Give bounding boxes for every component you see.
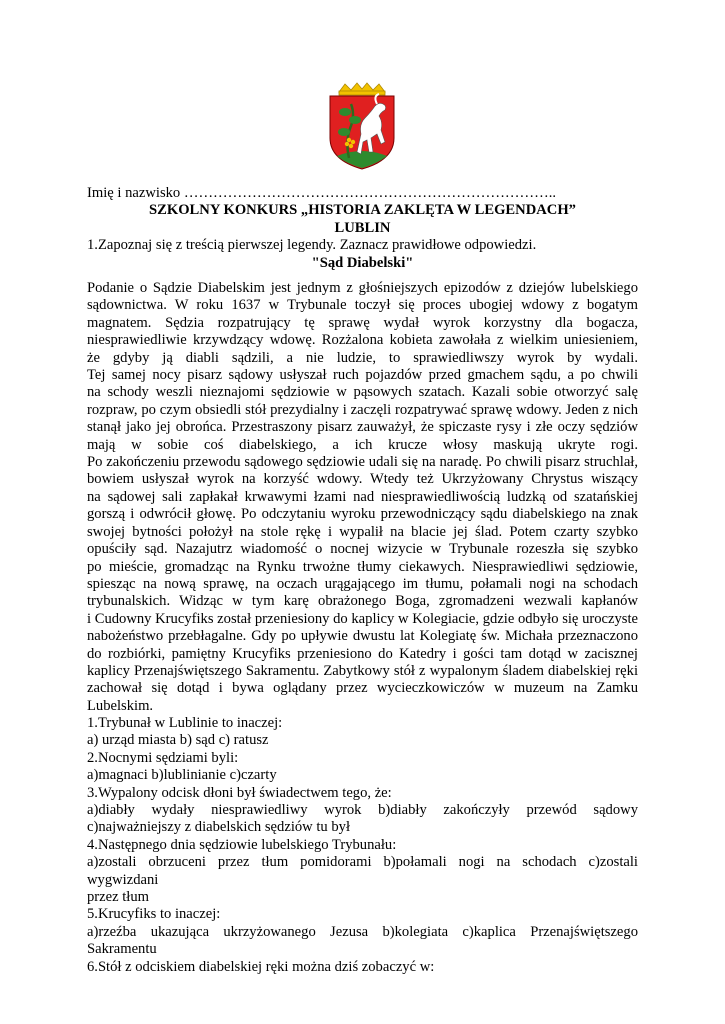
story-line: spiesząc na nową sprawę, na oczach urągającego im tłumu, połamali nogi na schodach — [87, 575, 638, 592]
story-line: Lubelskim. — [87, 697, 154, 714]
story-line: po mieście, gromadząc na Rynku trwożne tłumy ciekawych. Niesprawiedliwi sędziowie, — [87, 558, 638, 575]
answers-5-cont: Sakramentu — [87, 941, 157, 958]
story-line: niesprawiedliwie krzywdzący wdowę. Rozżalona kobieta zawołała z wielkim uniesieniem, — [87, 332, 638, 349]
question-4: 4.Następnego dnia sędziowie lubelskiego Trybunału: — [87, 836, 397, 853]
lublin-coat-of-arms-icon — [327, 82, 397, 170]
answers-1: a) urząd miasta b) sąd c) ratusz — [87, 732, 269, 749]
story-line: i Cudowny Krucyfiks został przeniesiony do kaplicy w Kolegiacie, gdzie odbyło się uroczyste — [87, 610, 638, 627]
story-line: że gdyby ją diabli sądzili, a nie ludzie, to sprawiedliwszy wyrok by wydali. — [87, 349, 638, 366]
story-line: Podanie o Sądzie Diabelskim jest jednym z głośniejszych epizodów z dziejów lubelskiego — [87, 280, 638, 296]
contest-city: LUBLIN — [334, 219, 391, 236]
story-line: Po zakończeniu przewodu sądowego sędziowie udali się na naradę. Po chwili pisarz struchlał, — [87, 454, 638, 471]
question-3: 3.Wypalony odcisk dłoni był świadectwem tego, że: — [87, 784, 392, 801]
story-line: magnatem. Sędzia rozpatrujący tę sprawę wydał wyrok korzystny dla bogacza, — [87, 314, 638, 331]
story-line: nabożeństwo przebłagalne. Gdy po upływie dwustu lat Kolegiatę św. Michała przeznaczono — [87, 628, 638, 645]
answers-3-cont: c)najważniejszy z diabelskich sędziów tu był — [87, 819, 351, 836]
answers-4: a)zostali obrzuceni przez tłum pomidorami b)połamali nogi na schodach c)zostali wygwizdani — [87, 854, 638, 888]
legend-title: "Sąd Diabelski" — [311, 254, 414, 271]
answers-5: a)rzeźba ukazująca ukrzyżowanego Jezusa b)kolegiata c)kaplica Przenajświętszego — [87, 923, 638, 940]
story-line: na schody weszli nieznajomi sędziowie w pąsowych szatach. Kazali sobie otworzyć salę — [87, 384, 638, 401]
question-5: 5.Krucyfiks to inaczej: — [87, 906, 221, 923]
story-paragraph — [87, 280, 638, 715]
header-section — [87, 185, 638, 272]
story-line: swojej bytności położył na stole rękę i wypalił na blacie jej ślad. Potem czarty szybko — [87, 523, 638, 540]
contest-title: SZKOLNY KONKURS „HISTORIA ZAKLĘTA W LEGENDACH” — [149, 202, 576, 219]
question-2: 2.Nocnymi sędziami byli: — [87, 749, 239, 766]
story-line: mają w sobie coś diabelskiego, a ich krucze włosy maskują ukryte rogi. — [87, 436, 638, 453]
story-line: opuściły sąd. Nazajutrz wiadomość o nocnej wizycie w Trybunale rozeszła się szybko — [87, 541, 638, 558]
question-6: 6.Stół z odciskiem diabelskiej ręki można dziś zobaczyć w: — [87, 958, 435, 975]
story-line: zachował się dotąd i bywa oglądany przez wycieczkowiczów w muzeum na Zamku — [87, 680, 638, 697]
instruction-text: 1.Zapoznaj się z treścią pierwszej legendy. Zaznacz prawidłowe odpowiedzi. — [87, 237, 537, 254]
story-line: gorszą i odwrócił głowę. Po odczytaniu wyroku przewodniczący sądu diabelskiego na znak — [87, 506, 638, 523]
questions-section — [87, 715, 638, 976]
story-line: kaplicy Przenajświętszego Sakramentu. Zabytkowy stół z wypalonym śladem diabelskiej ręki — [87, 662, 638, 679]
story-line: Tej samej nocy pisarz sądowy usłyszał ruch pojazdów przed gmachem sądu, a po chwili — [87, 367, 638, 384]
answers-2: a)magnaci b)lublinianie c)czarty — [87, 767, 277, 784]
name-field-line: Imię i nazwisko ………………………………………………………………….. — [87, 185, 557, 201]
answers-3: a)diabły wydały niesprawiedliwy wyrok b)diabły zakończyły przewód sądowy — [87, 802, 638, 819]
story-line: rozpraw, po czym obsiedli stół prezydialny i zaczęli rozpatrywać sprawę wdowy. Jeden z nich — [87, 401, 638, 418]
story-line: bowiem usłyszał wyrok na korzyść wdowy. Wtedy też Ukrzyżowany Chrystus wiszący — [87, 471, 638, 488]
story-line: trybunalskich. Widząc w tym karę obrażonego Boga, zgromadzeni wezwali kapłanów — [87, 593, 638, 610]
story-line: na sądowej sali zapłakał krwawymi łzami nad niesprawiedliwością ludzką od szatańskiej — [87, 488, 638, 505]
story-line: sądownictwa. W roku 1637 w Trybunale toczył się proces ubogiej wdowy z bogatym — [87, 297, 638, 314]
story-line: stanął jako jej obrońca. Przestraszony pisarz zauważył, że spiczaste rysy i złe oczy sędziów — [87, 419, 638, 436]
answers-4-cont: przez tłum — [87, 889, 149, 906]
question-1: 1.Trybunał w Lublinie to inaczej: — [87, 715, 283, 731]
story-line: do rozbiórki, pamiętny Krucyfiks przeniesiono do Katedry i gości tam dotąd w zacisznej — [87, 645, 638, 662]
